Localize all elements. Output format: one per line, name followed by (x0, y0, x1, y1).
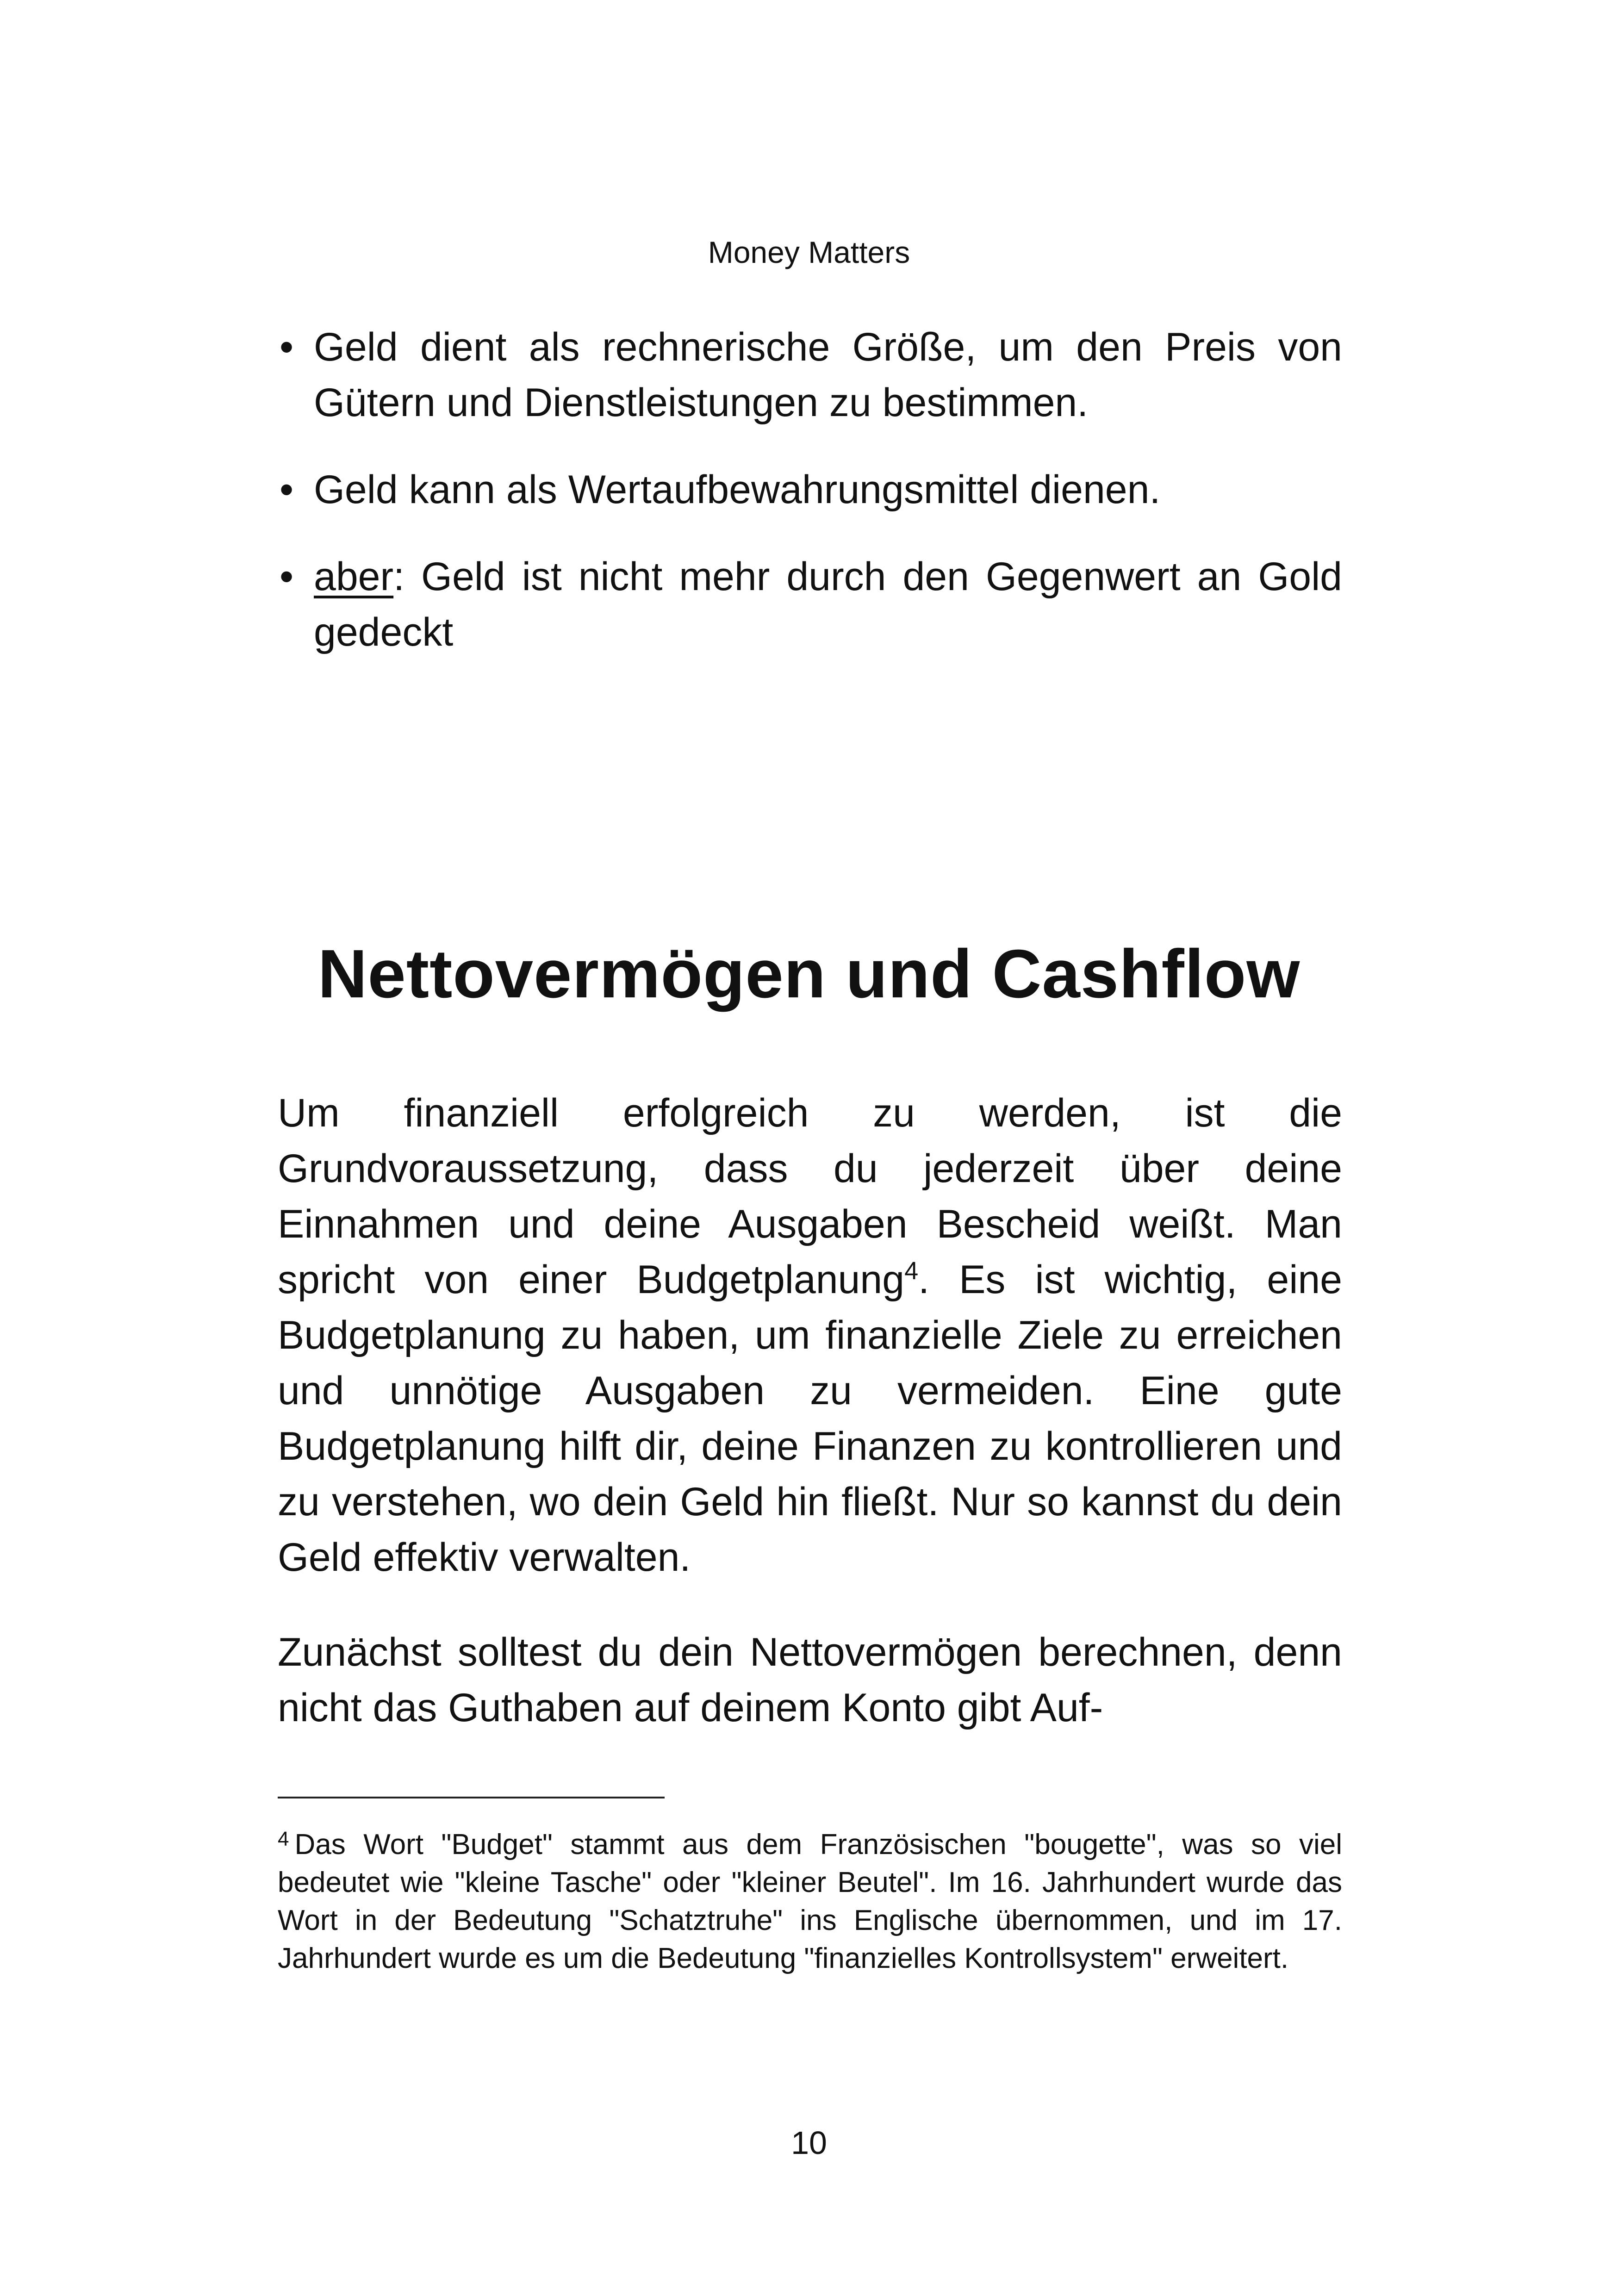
paragraph-text: . Es ist wichtig, eine Budgetplanung zu haben, um finanzielle Ziele zu erreichen und unnötige Ausgaben zu vermeiden. Eine gute Budgetplanung hilft dir, deine Finanzen zu kontrollieren und zu verstehen, wo dein Geld hin fließt. Nur so kannst du dein Geld effektiv verwalten. (278, 1257, 1343, 1580)
section-heading: Nettovermögen und Cashflow (317, 936, 1301, 1012)
body-paragraph-2: Zunächst solltest du dein Nettovermögen berechnen, denn nicht das Guthaben auf deinem Konto gibt Auf- (278, 1630, 1342, 1730)
list-item (278, 319, 1342, 430)
running-header: Money Matters (708, 235, 910, 269)
body-paragraph-1 (278, 1085, 1342, 1585)
underlined-word: aber (314, 554, 394, 599)
list-item (278, 549, 1342, 660)
paragraph-text: Um finanziell erfolgreich zu werden, ist die Grundvoraussetzung, dass du jederzeit über deine Einnahmen und deine Ausgaben Bescheid weißt. Man spricht von einer Budgetplanung (278, 1091, 1342, 1302)
bullet-icon: • (280, 325, 294, 369)
list-item-text: Geld dient als rechnerische Größe, um den Preis von Gütern und Dienstleistungen zu bestimmen. (314, 325, 1342, 425)
footnote (278, 1826, 1342, 1978)
list-item (278, 462, 1342, 517)
footnote-number: 4 (278, 1828, 289, 1850)
list-item-text: : Geld ist nicht mehr durch den Gegenwert an Gold gedeckt (314, 554, 1342, 654)
bullet-list (278, 319, 1342, 691)
bullet-icon: • (280, 467, 294, 512)
footnote-text: Das Wort "Budget" stammt aus dem Französischen "bougette", was so viel bedeutet wie "kleine Tasche" oder "kleiner Beutel". Im 16. Jahrhundert wurde das Wort in der Bedeutung "Schatztruhe" ins Englische übernommen, und im 17. Jahrhundert wurde es um die Bedeutung "finanzielles Kontrollsystem" erweitert. (278, 1829, 1342, 1974)
bullet-icon: • (280, 554, 294, 599)
page-number: 10 (791, 2125, 827, 2161)
list-item-text: Geld kann als Wertaufbewahrungsmittel dienen. (314, 467, 1161, 512)
footnote-reference[interactable]: 4 (904, 1257, 919, 1285)
footnote-divider (278, 1797, 665, 1798)
